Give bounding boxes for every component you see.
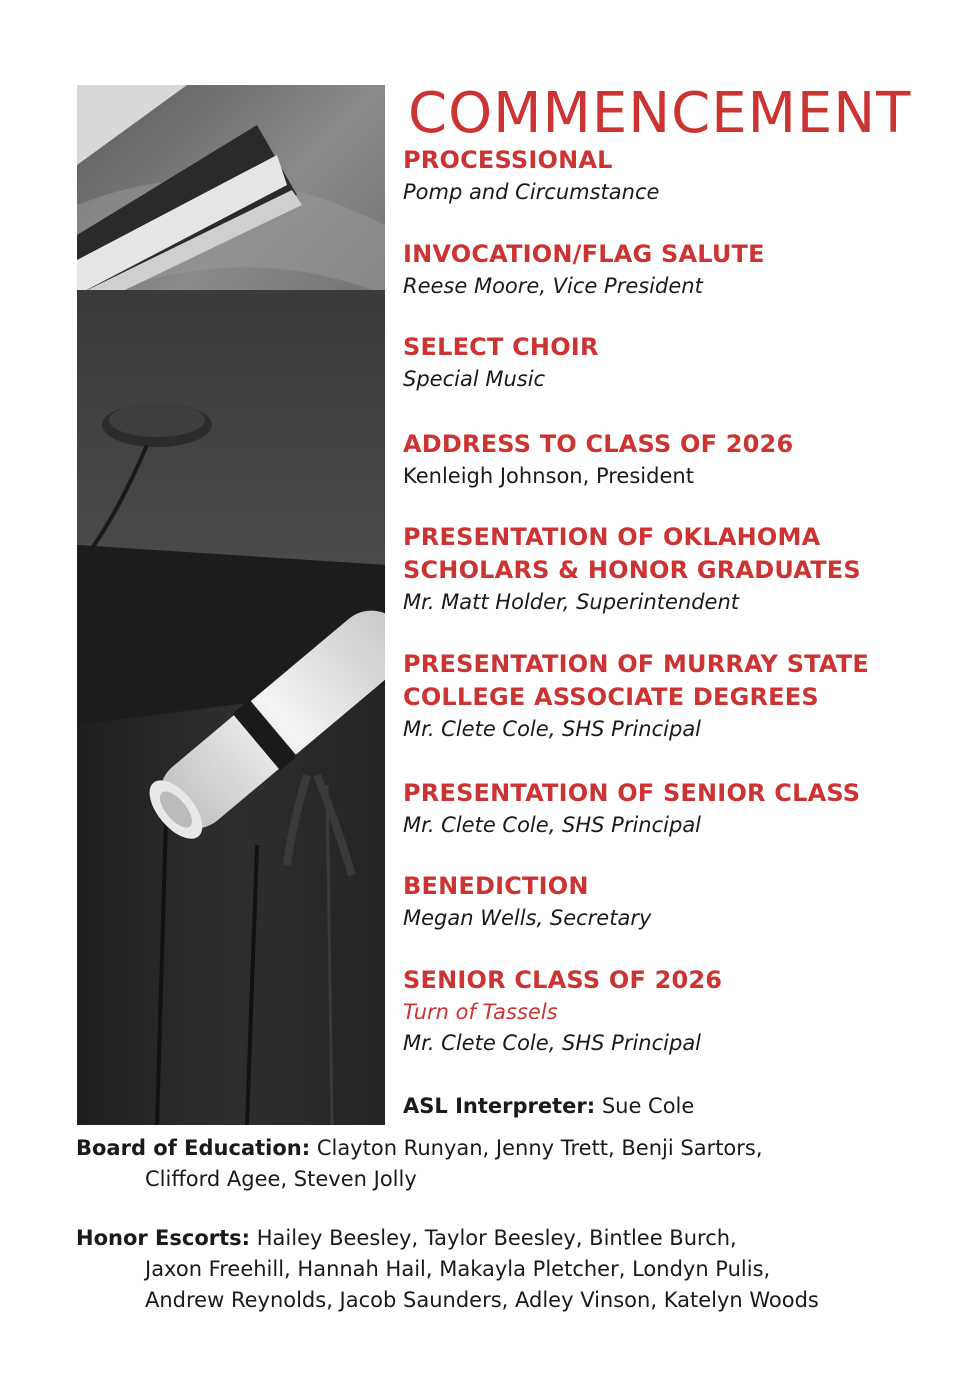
program-detail: Mr. Clete Cole, SHS Principal xyxy=(403,813,702,837)
program-item-address xyxy=(403,428,953,492)
program-detail-highlight: Turn of Tassels xyxy=(403,1000,558,1024)
program-detail: Reese Moore, Vice President xyxy=(403,274,703,298)
program-heading: SELECT CHOIR xyxy=(403,333,599,361)
asl-value: Sue Cole xyxy=(595,1094,695,1118)
program-heading: SENIOR CLASS OF 2026 xyxy=(403,966,723,994)
program-detail: Pomp and Circumstance xyxy=(403,180,660,204)
board-label: Board of Education: xyxy=(76,1136,311,1160)
program-detail: Megan Wells, Secretary xyxy=(403,906,652,930)
escorts-names: Hailey Beesley, Taylor Beesley, Bintlee Burch, xyxy=(250,1226,737,1250)
program-item-invocation xyxy=(403,238,953,302)
program-item-class-of-2026 xyxy=(403,964,953,1059)
program-item-benediction xyxy=(403,870,953,934)
program-detail: Mr. Clete Cole, SHS Principal xyxy=(403,717,702,741)
program-item-oklahoma-scholars xyxy=(403,521,953,618)
board-of-education xyxy=(76,1133,946,1195)
escorts-names-continued: Jaxon Freehill, Hannah Hail, Makayla Pletcher, Londyn Pulis, xyxy=(145,1257,771,1281)
program-item-associate-degrees xyxy=(403,648,953,745)
program-heading: INVOCATION/FLAG SALUTE xyxy=(403,240,765,268)
page-title: COMMENCEMENT xyxy=(408,81,912,146)
asl-interpreter xyxy=(403,1091,694,1122)
program-heading: SCHOLARS & HONOR GRADUATES xyxy=(403,556,861,584)
board-names: Clayton Runyan, Jenny Trett, Benji Sartors, xyxy=(310,1136,763,1160)
program-heading: PRESENTATION OF OKLAHOMA xyxy=(403,523,821,551)
program-heading: PRESENTATION OF SENIOR CLASS xyxy=(403,779,861,807)
program-detail: Kenleigh Johnson, President xyxy=(403,464,694,488)
program-heading: PROCESSIONAL xyxy=(403,146,613,174)
program-heading: ADDRESS TO CLASS OF 2026 xyxy=(403,430,794,458)
program-detail: Mr. Clete Cole, SHS Principal xyxy=(403,1031,702,1055)
program-heading: BENEDICTION xyxy=(403,872,589,900)
program-heading: PRESENTATION OF MURRAY STATE xyxy=(403,650,869,678)
program-item-select-choir xyxy=(403,331,953,395)
program-item-senior-class xyxy=(403,777,953,841)
asl-label: ASL Interpreter: xyxy=(403,1094,596,1118)
program-detail: Special Music xyxy=(403,367,546,391)
honor-escorts xyxy=(76,1223,946,1316)
escorts-label: Honor Escorts: xyxy=(76,1226,251,1250)
graduation-photo xyxy=(77,85,385,1125)
board-names-continued: Clifford Agee, Steven Jolly xyxy=(145,1167,417,1191)
program-heading: COLLEGE ASSOCIATE DEGREES xyxy=(403,683,819,711)
program-detail: Mr. Matt Holder, Superintendent xyxy=(403,590,740,614)
program-item-processional xyxy=(403,144,953,208)
escorts-names-continued: Andrew Reynolds, Jacob Saunders, Adley Vinson, Katelyn Woods xyxy=(145,1288,819,1312)
